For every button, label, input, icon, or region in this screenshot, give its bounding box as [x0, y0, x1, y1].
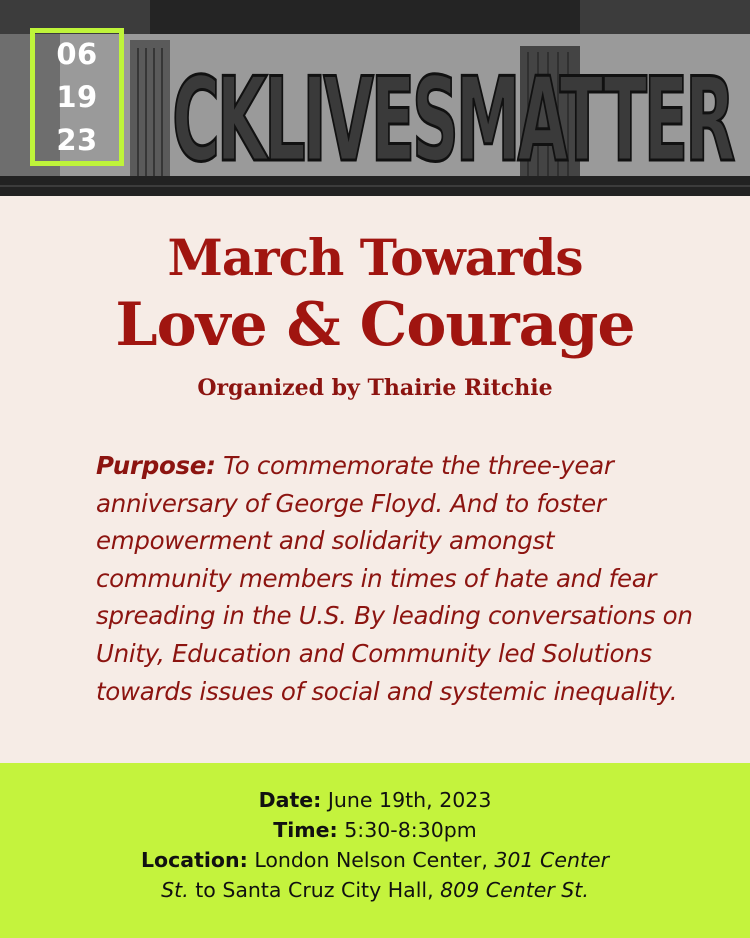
- event-title-line1: March Towards: [167, 228, 583, 287]
- location-destination: to Santa Cruz City Hall,: [188, 878, 441, 902]
- date-year: 23: [56, 122, 98, 157]
- purpose-label: Purpose:: [96, 451, 216, 480]
- location-line: [0, 845, 750, 875]
- date-value: June 19th, 2023: [321, 788, 492, 812]
- purpose-text: To commemorate the three-year anniversary of George Floyd. And to foster empowerment and solidarity amongst community members in times of hate and fear spreading in the U.S. By leading conversations on Unity, Education and Community led Solutions towards issues of social and systemic inequality.: [96, 451, 693, 706]
- date-label: Date:: [258, 788, 322, 812]
- date-badge: [30, 28, 124, 166]
- event-details: [0, 785, 750, 905]
- date-line: [0, 785, 750, 815]
- location-address-end: St.: [161, 878, 189, 902]
- time-value: 5:30-8:30pm: [337, 818, 477, 842]
- mural-text: CKLIVESMATTER: [172, 53, 735, 188]
- organizer-credit: Organized by Thairie Ritchie: [197, 375, 553, 401]
- date-month: 06: [56, 36, 98, 71]
- purpose-paragraph: [96, 447, 696, 710]
- time-line: [0, 815, 750, 845]
- location-line-2: [0, 875, 750, 905]
- mural-photo: [0, 0, 750, 196]
- time-label: Time:: [273, 818, 338, 842]
- location-venue: London Nelson Center,: [247, 848, 495, 872]
- date-day: 19: [56, 79, 98, 114]
- location-address-start: 301 Center: [494, 848, 610, 872]
- location-label: Location:: [140, 848, 248, 872]
- destination-address: 809 Center St.: [440, 878, 589, 902]
- event-title-line2: Love & Courage: [115, 290, 635, 360]
